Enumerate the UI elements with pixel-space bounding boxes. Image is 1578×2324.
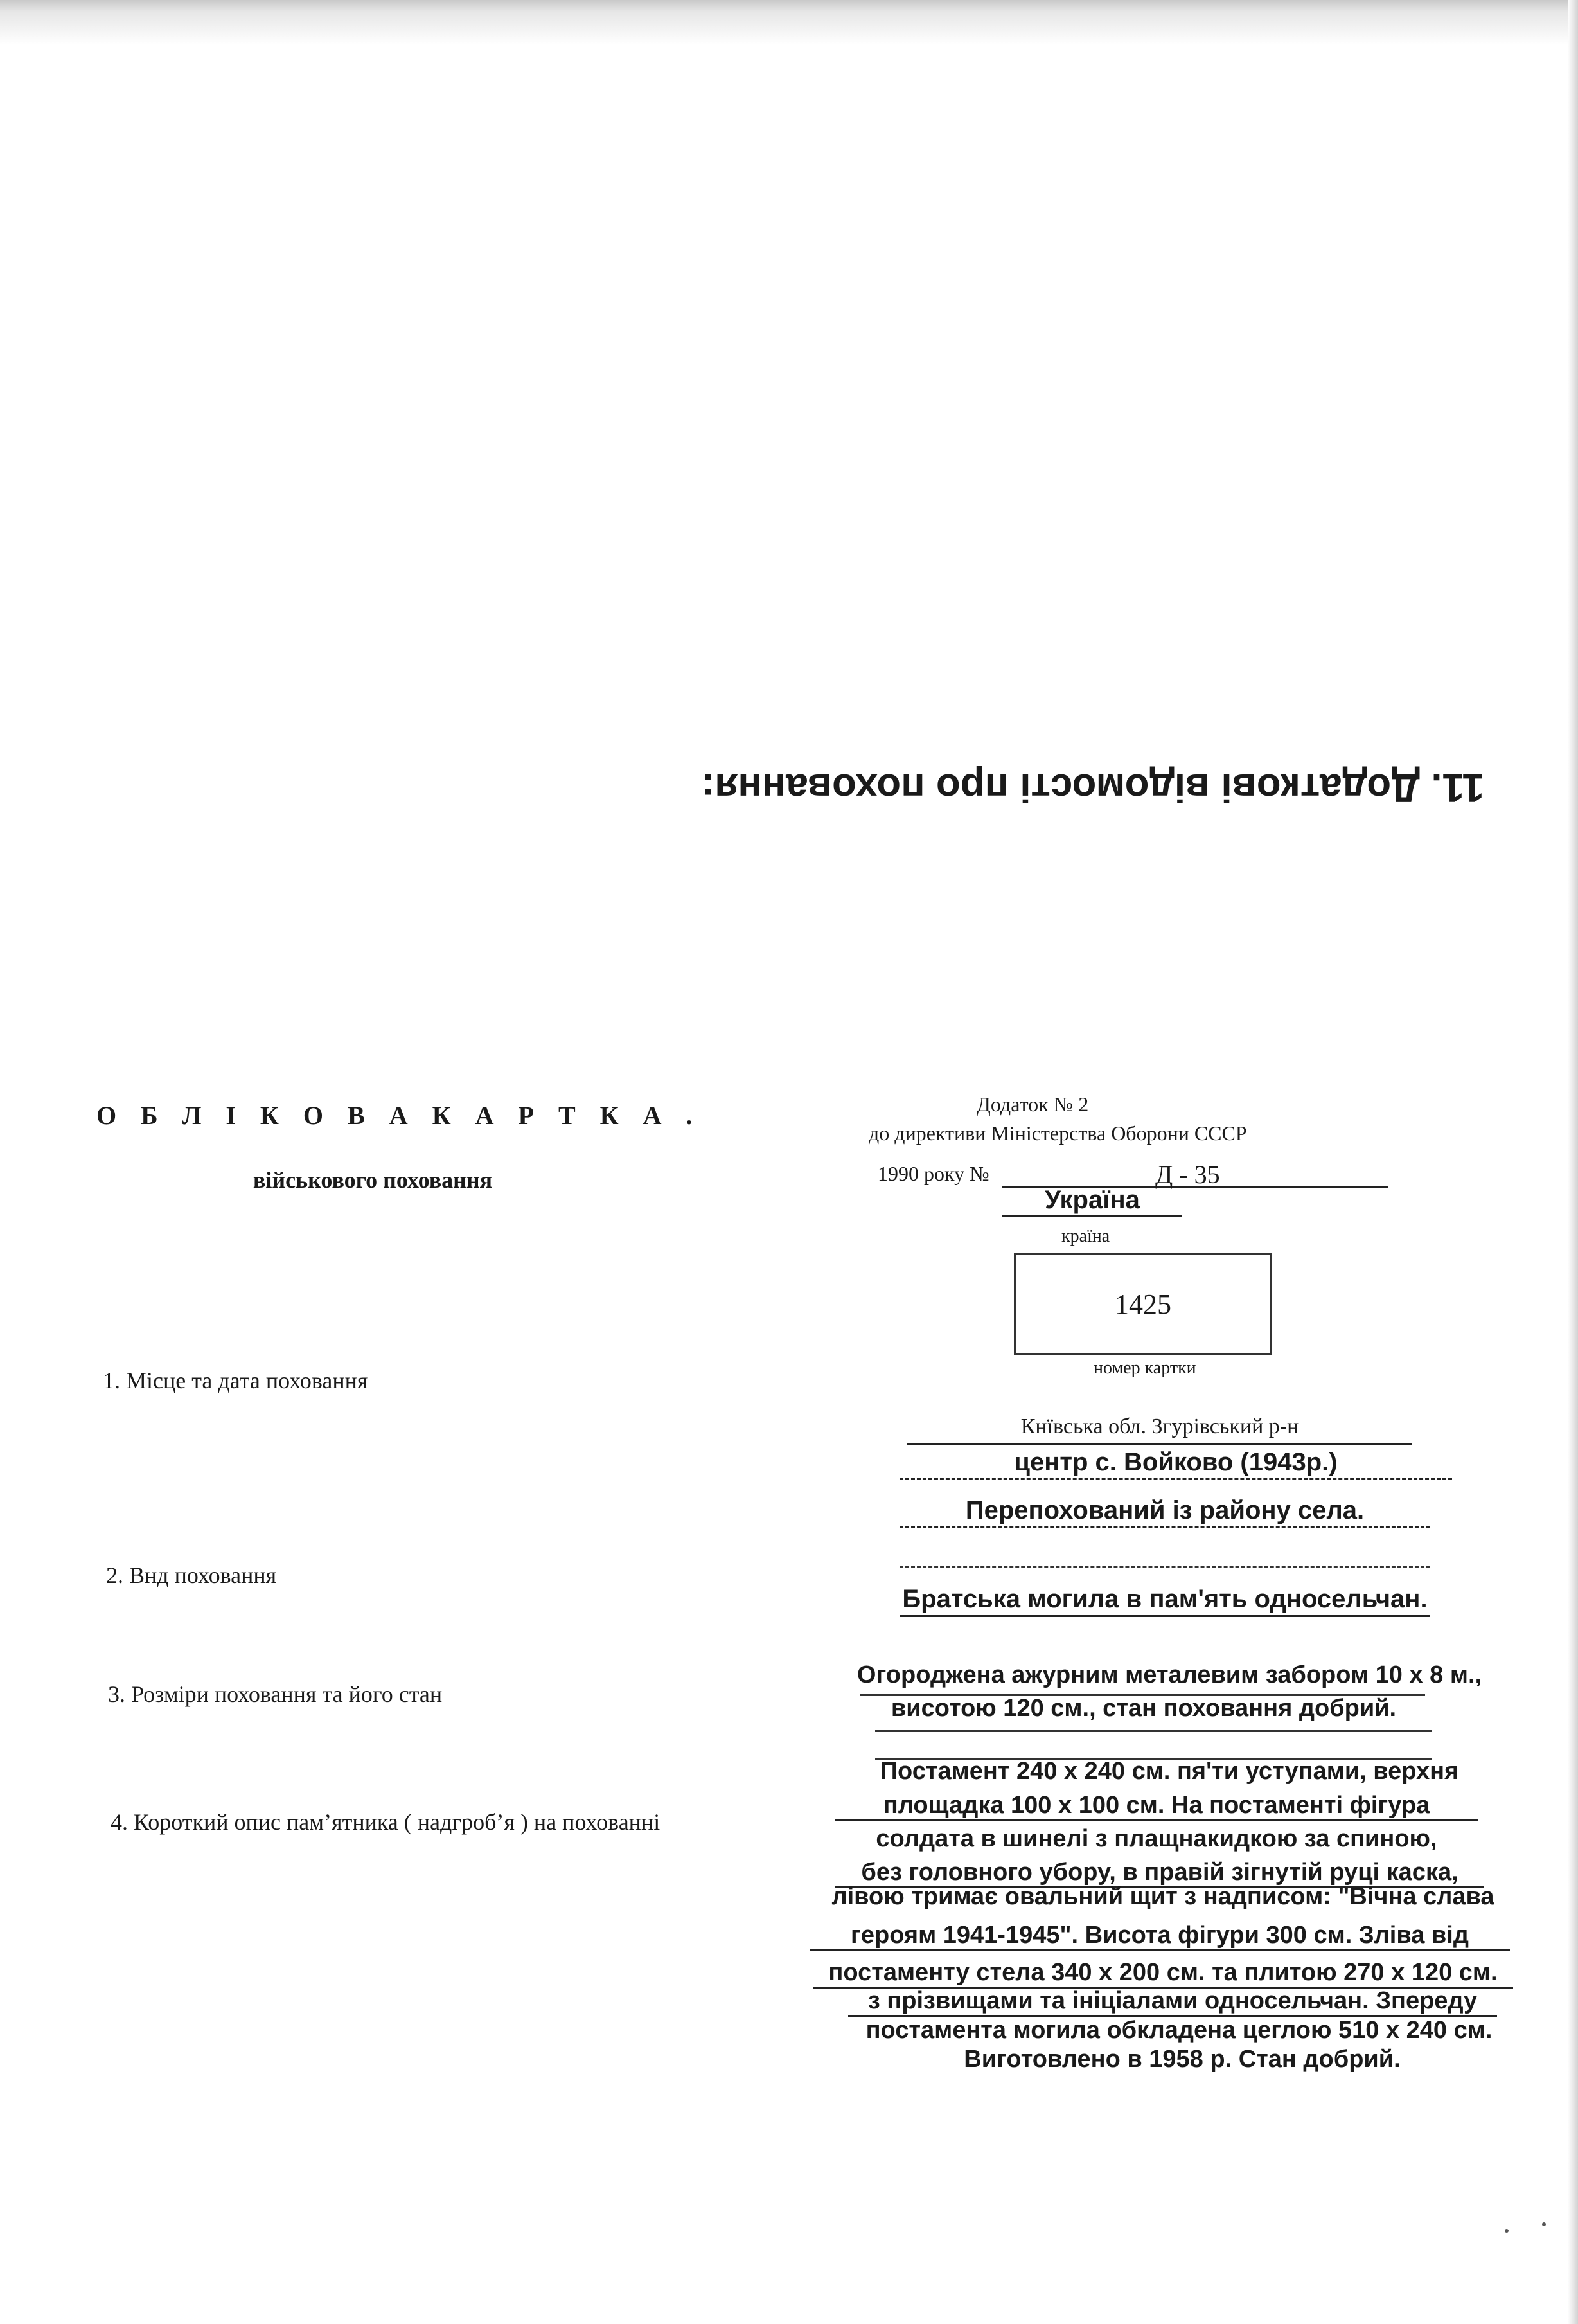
monument-line-2: площадка 100 х 100 см. На постаменті фігура <box>835 1792 1478 1821</box>
appendix-line-1: Додаток № 2 <box>977 1093 1089 1116</box>
item-1-label: 1. Місце та дата поховання <box>103 1368 368 1393</box>
item-2-label: 2. Внд поховання <box>106 1562 277 1588</box>
dimensions-underline-2 <box>875 1730 1432 1732</box>
monument-line-4: без головного убору, в правій зігнутій руці каска, <box>835 1859 1484 1888</box>
card-title: О Б Л І К О В А К А Р Т К А . <box>96 1101 702 1130</box>
scan-speck <box>1505 2229 1509 2233</box>
country-value: Україна <box>1002 1186 1182 1217</box>
burial-reburied: Перепохований із району села. <box>900 1494 1430 1528</box>
burial-region: Кнївська обл. Згурівський р-н <box>907 1411 1412 1445</box>
monument-line-10: Виготовлено в 1958 р. Стан добрий. <box>964 2046 1401 2073</box>
appendix-line-2: до директиви Міністерства Оборони СССР <box>869 1122 1247 1145</box>
monument-line-9: постамента могила обкладена цеглою 510 х 240 см. <box>865 2017 1493 2044</box>
monument-line-1: Постамент 240 х 240 см. пя'ти уступами, верхня <box>880 1758 1459 1785</box>
scan-top-edge <box>0 0 1578 45</box>
monument-line-5: лівою тримає овальний щит з надписом: "Вічна слава <box>831 1883 1494 1910</box>
upside-down-heading: 11. Додаткові відомості про поховання: <box>701 765 1484 810</box>
country-caption: країна <box>1061 1226 1110 1246</box>
appendix-line-3-prefix: 1990 року № <box>878 1162 989 1185</box>
burial-center: центр с. Войково (1943р.) <box>900 1446 1452 1480</box>
monument-line-7: постаменту стела 340 х 200 см. та плитою 270 х 120 см. <box>813 1959 1513 1989</box>
monument-line-3: солдата в шинелі з плащнакидкою за спиною, <box>876 1825 1437 1852</box>
card-number: 1425 <box>1115 1288 1171 1320</box>
card-subtitle: військового поховання <box>253 1167 493 1193</box>
blank-line <box>900 1566 1430 1568</box>
dimensions-line-1: Огороджена ажурним металевим забором 10 х 8 м., <box>856 1661 1482 1688</box>
monument-line-8: з прізвищами та ініціалами односельчан. Зпереду <box>848 1987 1497 2017</box>
scan-right-edge <box>1568 0 1578 2324</box>
directive-number-line <box>1002 1162 1388 1188</box>
item-3-label: 3. Розміри поховання та його стан <box>108 1681 443 1707</box>
monument-line-6: героям 1941-1945". Висота фігури 300 см. Зліва від <box>810 1922 1510 1951</box>
dimensions-line-2: висотою 120 см., стан поховання добрий. <box>891 1695 1397 1722</box>
directive-number: Д - 35 <box>1155 1160 1220 1189</box>
burial-type: Братська могила в пам'ять односельчан. <box>900 1583 1430 1617</box>
card-number-box <box>1014 1253 1272 1355</box>
item-4-label: 4. Короткий опис пам’ятника ( надгроб’я ) на похованні <box>111 1809 660 1835</box>
card-number-caption: номер картки <box>1094 1358 1196 1378</box>
scan-speck <box>1542 2222 1546 2226</box>
